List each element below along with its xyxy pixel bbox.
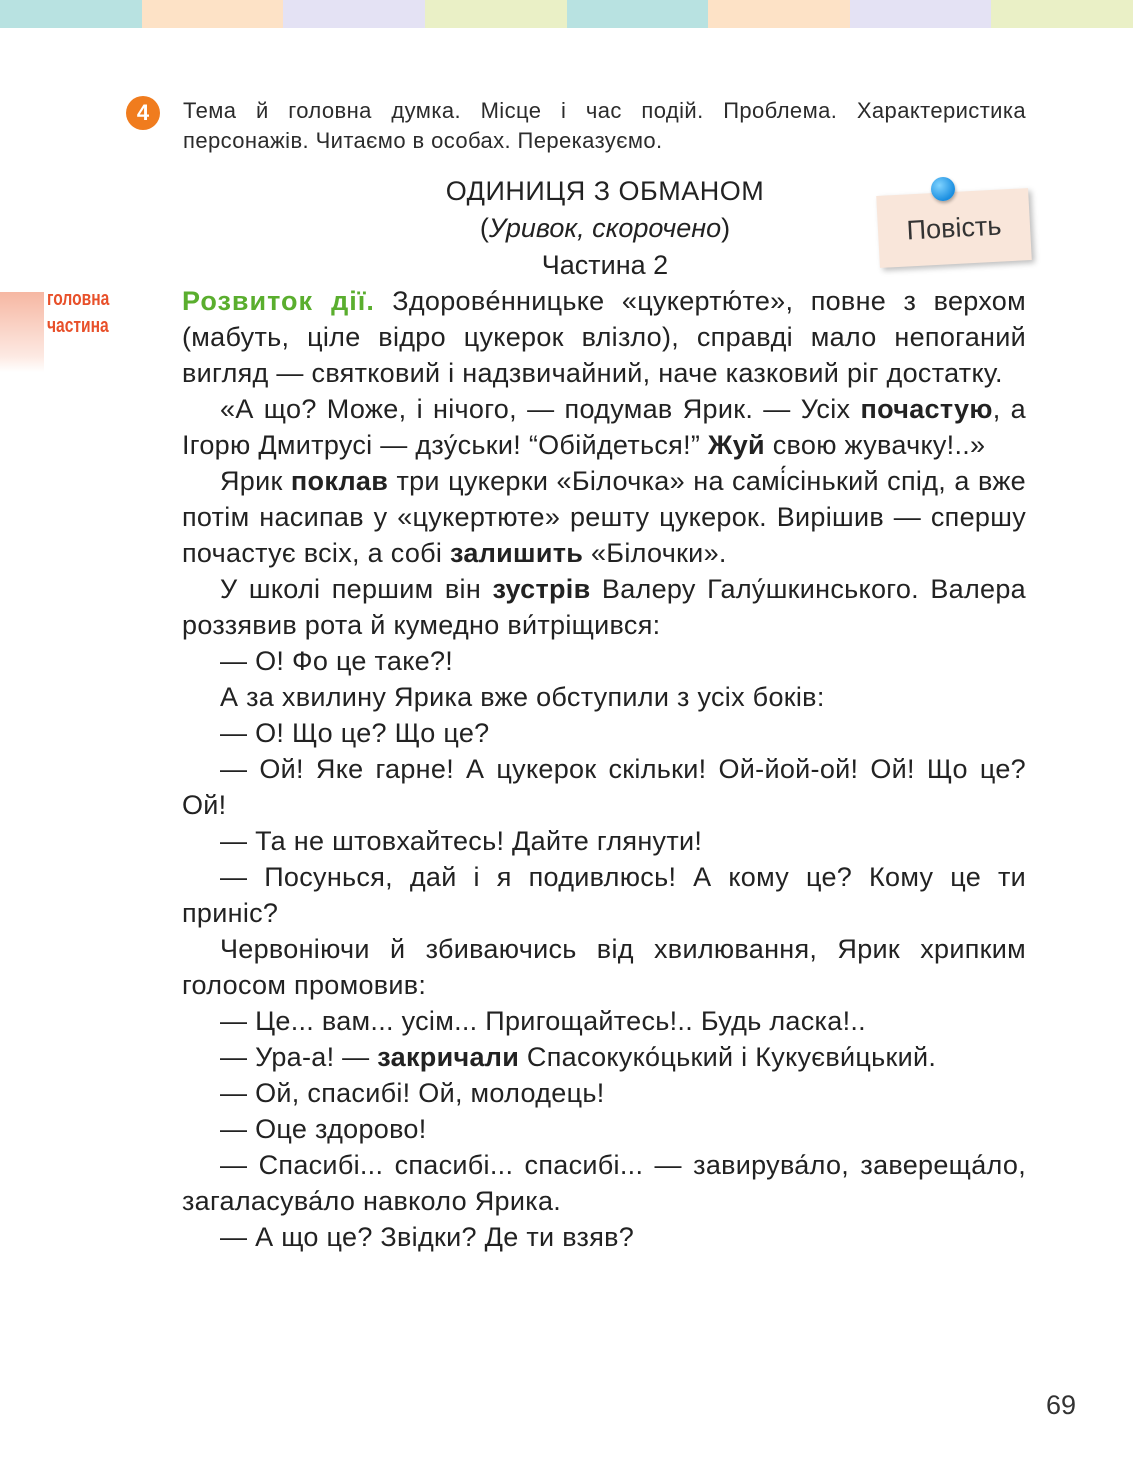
strip-segment bbox=[142, 0, 284, 28]
section-heading: Розвиток дії. bbox=[182, 286, 375, 316]
paragraph: — Ой! Яке гарне! А цукерок скільки! Ой-йой-ой! Ой! Що це? Ой! bbox=[182, 754, 1026, 820]
paragraph: Розвиток дії. Здоровéнницьке «цукертю́те», повне з верхом (мабуть, ціле відро цукерок влізло), справді мало непоганий вигляд — святковий і надзвичайний, наче казковий ріг достатку. bbox=[182, 286, 1026, 388]
paragraph: — Ура-а! — закричали Спасокуко́цький і Кукуєви́цький. bbox=[220, 1042, 937, 1072]
page-number: 69 bbox=[1046, 1390, 1077, 1420]
story-title: ОДИНИЦЯ З ОБМАНОМ bbox=[445, 176, 765, 206]
task-instructions: Тема й головна думка. Місце і час подій. Проблема. Характеристика персонажів. Читаємо в особах. Переказуємо. bbox=[183, 98, 1026, 153]
task-number-badge: 4 bbox=[126, 96, 160, 130]
paragraph: — Оце здорово! bbox=[220, 1114, 427, 1144]
side-label: головна частина bbox=[47, 288, 110, 337]
strip-segment bbox=[0, 0, 142, 28]
paragraph: Червоніючи й збиваючись від хвилювання, Ярик хрипким голосом промовив: bbox=[182, 934, 1026, 1000]
paragraph: — Спасибі... спасибі... спасибі... — завирува́ло, завереща́ло, загаласува́ло навколо Ярика. bbox=[182, 1150, 1026, 1216]
strip-segment bbox=[567, 0, 709, 28]
side-marker-bar bbox=[0, 292, 44, 372]
story-part: Частина 2 bbox=[541, 250, 669, 280]
paragraph: — А що це? Звідки? Де ти взяв? bbox=[220, 1222, 635, 1252]
paragraph: — О! Фо це таке?! bbox=[220, 646, 454, 676]
paragraph: Ярик поклав три цукерки «Білочка» на самі́сінький спід, а вже потім насипав у «цукертюте» решту цукерок. Вирішив — спершу почастує всіх, а собі залишить «Білочки». bbox=[182, 466, 1026, 568]
paragraph: — Посунься, дай і я подивлюсь! А кому це? Кому це ти приніс? bbox=[182, 862, 1026, 928]
paragraph: — Це... вам... усім... Пригощайтесь!.. Будь ласка!.. bbox=[220, 1006, 866, 1036]
strip-segment bbox=[991, 0, 1133, 28]
paragraph: — Ой, спасибі! Ой, молодець! bbox=[220, 1078, 605, 1108]
strip-segment bbox=[425, 0, 567, 28]
top-color-strip bbox=[0, 0, 1133, 28]
story-text bbox=[182, 283, 1026, 1255]
paragraph: «А що? Може, і нічого, — подумав Ярик. — Усіх почастую, а Ігорю Дмитрусі — дзу́ськи! “Обійдеться!” Жуй свою жувачку!..» bbox=[182, 394, 1026, 460]
strip-segment bbox=[708, 0, 850, 28]
story-title-block bbox=[390, 173, 820, 284]
genre-label: Повість bbox=[905, 210, 1003, 246]
story-subtitle: (Уривок, скорочено) bbox=[479, 213, 731, 243]
genre-sticker bbox=[876, 188, 1032, 268]
paragraph: — О! Що це? Що це? bbox=[220, 718, 490, 748]
paragraph: — Та не штовхайтесь! Дайте глянути! bbox=[220, 826, 703, 856]
pushpin-icon bbox=[931, 177, 955, 201]
strip-segment bbox=[850, 0, 992, 28]
paragraph: А за хвилину Ярика вже обступили з усіх боків: bbox=[220, 682, 825, 712]
paragraph: У школі першим він зустрів Валеру Галу́шкинського. Валера роззявив рота й кумедно ви́тріщився: bbox=[182, 574, 1026, 640]
strip-segment bbox=[283, 0, 425, 28]
